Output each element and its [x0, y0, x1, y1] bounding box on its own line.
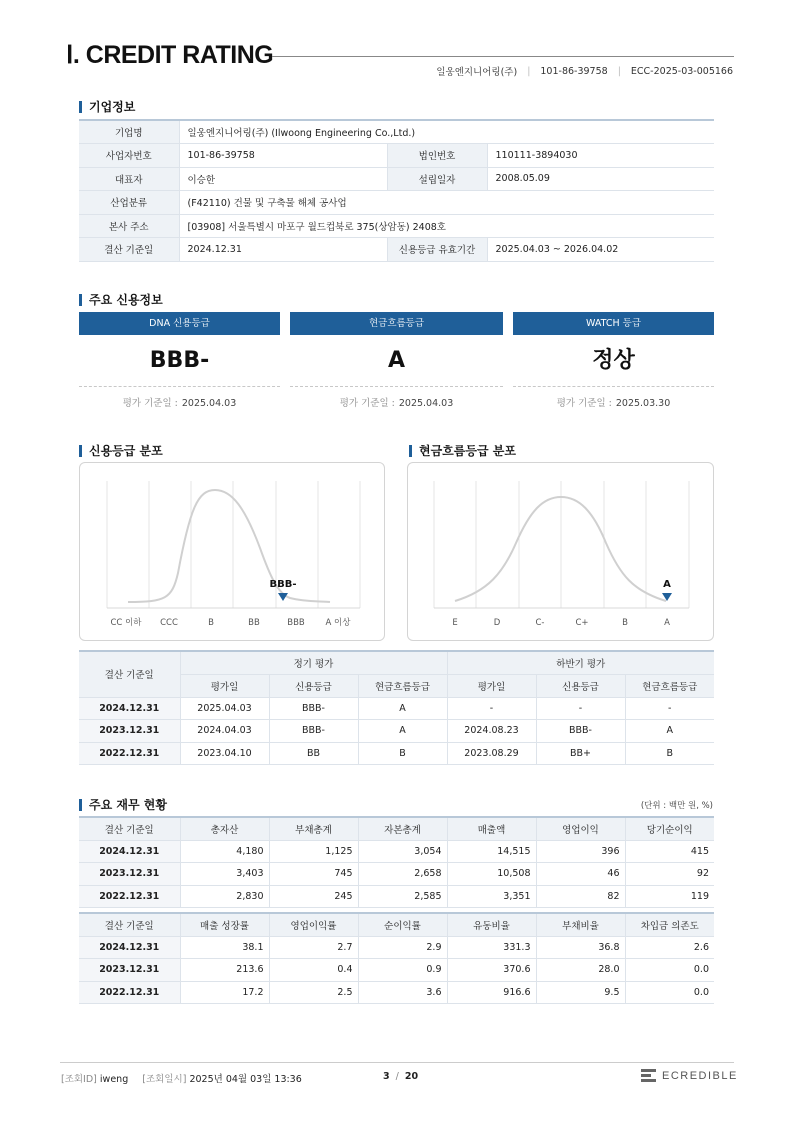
label-validity: 신용등급 유효기간 [387, 238, 487, 262]
value-fiscal-date: 2024.12.31 [179, 238, 387, 262]
cell-fiscal: 2023.12.31 [79, 863, 180, 886]
cell: 2.6 [625, 936, 714, 959]
cell: 46 [536, 863, 625, 886]
unit-note: (단위 : 백만 원, %) [640, 801, 713, 811]
ecredible-logo [641, 1069, 738, 1082]
footer-divider [60, 1062, 734, 1063]
cell: - [625, 697, 714, 720]
column-header: 결산 기준일 [79, 913, 180, 936]
cell: 2,585 [358, 885, 447, 908]
table-row [79, 959, 714, 982]
table-row [79, 697, 714, 720]
cell: 82 [536, 885, 625, 908]
header-meta [436, 64, 733, 78]
cell: 119 [625, 885, 714, 908]
cell: BBB- [536, 720, 625, 743]
card-value: 정상 [513, 335, 714, 387]
value-ceo: 이승한 [179, 167, 387, 191]
cell: A [358, 720, 447, 743]
value-biz-no: 101-86-39758 [179, 144, 387, 168]
cell: 2024.04.03 [180, 720, 269, 743]
section-title-cashflow-distribution [409, 442, 516, 459]
cell: 2.5 [269, 981, 358, 1004]
card-title: WATCH 등급 [513, 312, 714, 335]
cell: 0.9 [358, 959, 447, 982]
card-date-label: 평가 기준일 : [339, 398, 395, 409]
watch-rating-card [513, 312, 714, 412]
label-industry: 산업분류 [79, 191, 179, 215]
column-header: 매출 성장률 [180, 913, 269, 936]
label-fiscal-date: 결산 기준일 [79, 238, 179, 262]
page-current: 3 [383, 1071, 390, 1082]
header-separator: | [527, 65, 531, 77]
cell: BB [269, 742, 358, 765]
cell-fiscal: 2022.12.31 [79, 742, 180, 765]
cell-fiscal: 2024.12.31 [79, 697, 180, 720]
label-corp-no: 법인번호 [387, 144, 487, 168]
x-tick-label: C+ [575, 618, 589, 628]
footer-time-label: [조회일시] [142, 1074, 187, 1085]
value-industry: (F42110) 건물 및 구축물 해체 공사업 [179, 191, 714, 215]
cell: 745 [269, 863, 358, 886]
cell: 10,508 [447, 863, 536, 886]
marker-label: BBB- [269, 579, 297, 590]
cell: 38.1 [180, 936, 269, 959]
cell: BBB- [269, 720, 358, 743]
cell: 3.6 [358, 981, 447, 1004]
cell: 2023.08.29 [447, 742, 536, 765]
cell: BB+ [536, 742, 625, 765]
cell: 14,515 [447, 840, 536, 863]
x-tick-label: A 이상 [325, 618, 351, 628]
section-title-text: 신용등급 분포 [89, 444, 163, 458]
section-title-credit-distribution [79, 442, 163, 459]
value-address: [03908] 서울특별시 마포구 월드컵북로 375(상암동) 2408호 [179, 214, 714, 238]
cell: 28.0 [536, 959, 625, 982]
table-row [79, 840, 714, 863]
credit-distribution-svg [80, 463, 386, 642]
x-tick-label: CCC [160, 618, 178, 628]
column-header: 순이익률 [358, 913, 447, 936]
card-title: 현금흐름등급 [290, 312, 503, 335]
page-total: 20 [404, 1071, 419, 1082]
dna-rating-card [79, 312, 280, 412]
column-header: 부채비율 [536, 913, 625, 936]
title-divider [272, 56, 734, 57]
column-header: 차입금 의존도 [625, 913, 714, 936]
section-marker [79, 445, 82, 457]
financial-ratio-table [79, 912, 714, 1004]
cell: 213.6 [180, 959, 269, 982]
cell-fiscal: 2023.12.31 [79, 720, 180, 743]
header-biz-no: 101-86-39758 [540, 65, 608, 77]
ecredible-logo-icon [641, 1069, 656, 1082]
cell: A [358, 697, 447, 720]
footer-query-info [61, 1071, 302, 1085]
column-header: 유동비율 [447, 913, 536, 936]
header-fiscal-date: 결산 기준일 [79, 651, 180, 697]
header-eval-date: 평가일 [447, 674, 536, 697]
cashflow-distribution-chart [407, 462, 714, 641]
cell-fiscal: 2022.12.31 [79, 885, 180, 908]
table-header-row [79, 817, 714, 840]
header-half-eval: 하반기 평가 [447, 651, 714, 674]
table-row [79, 742, 714, 765]
cell: 4,180 [180, 840, 269, 863]
card-date-value: 2025.04.03 [181, 398, 237, 409]
label-biz-no: 사업자번호 [79, 144, 179, 168]
cashflow-rating-card [290, 312, 503, 412]
x-tick-label: A [664, 618, 670, 628]
cell: 0.4 [269, 959, 358, 982]
card-date [290, 395, 503, 409]
page-number [383, 1071, 418, 1082]
cell: - [536, 697, 625, 720]
header-company: 일웅엔지니어링(주) [436, 67, 518, 78]
cell: B [358, 742, 447, 765]
page-title: Ⅰ. CREDIT RATING [66, 41, 274, 69]
column-header: 결산 기준일 [79, 817, 180, 840]
cell-fiscal: 2024.12.31 [79, 840, 180, 863]
cell: 3,054 [358, 840, 447, 863]
cell: 0.0 [625, 981, 714, 1004]
cashflow-distribution-svg [408, 463, 715, 642]
x-tick-label: D [493, 618, 501, 628]
x-tick-label: B [622, 618, 628, 628]
table-row [79, 885, 714, 908]
x-tick-label: BBB [287, 618, 305, 628]
section-marker [79, 101, 82, 113]
footer-time-value: 2025년 04월 03일 13:36 [189, 1074, 302, 1085]
column-header: 당기순이익 [625, 817, 714, 840]
label-address: 본사 주소 [79, 214, 179, 238]
x-axis-labels [452, 618, 670, 628]
header-eval-date: 평가일 [180, 674, 269, 697]
card-date-label: 평가 기준일 : [122, 398, 178, 409]
x-tick-label: CC 이하 [110, 618, 142, 628]
column-header: 부채총계 [269, 817, 358, 840]
cell: 3,351 [447, 885, 536, 908]
table-header-row [79, 913, 714, 936]
x-axis-labels [111, 617, 352, 628]
table-row [79, 720, 714, 743]
cell: 0.0 [625, 959, 714, 982]
card-date-value: 2025.03.30 [615, 398, 671, 409]
header-credit-grade: 신용등급 [536, 674, 625, 697]
section-title-text: 주요 신용정보 [89, 293, 163, 307]
grid-lines [434, 481, 689, 608]
cell: 3,403 [180, 863, 269, 886]
section-marker [79, 799, 82, 811]
cell: 415 [625, 840, 714, 863]
card-date-value: 2025.04.03 [398, 398, 454, 409]
card-value: BBB- [79, 335, 280, 387]
cell: 916.6 [447, 981, 536, 1004]
cell: 2025.04.03 [180, 697, 269, 720]
footer-id-value: iweng [99, 1074, 129, 1085]
cell: 396 [536, 840, 625, 863]
x-tick-label: E [452, 618, 458, 628]
cell: 36.8 [536, 936, 625, 959]
marker-label: A [663, 579, 671, 590]
cell: 2,830 [180, 885, 269, 908]
card-title: DNA 신용등급 [79, 312, 280, 335]
financial-summary-table [79, 816, 714, 908]
section-marker [409, 445, 412, 457]
column-header: 총자산 [180, 817, 269, 840]
cell-fiscal: 2022.12.31 [79, 981, 180, 1004]
cell-fiscal: 2023.12.31 [79, 959, 180, 982]
section-title-text: 현금흐름등급 분포 [419, 444, 516, 458]
header-regular-eval: 정기 평가 [180, 651, 447, 674]
column-header: 자본총계 [358, 817, 447, 840]
label-company-name: 기업명 [79, 120, 179, 144]
card-date [79, 395, 280, 409]
label-ceo: 대표자 [79, 167, 179, 191]
cell: 1,125 [269, 840, 358, 863]
footer-id-label: [조회ID] [61, 1074, 97, 1085]
card-date-label: 평가 기준일 : [556, 398, 612, 409]
distribution-curve [128, 490, 330, 602]
cell: BBB- [269, 697, 358, 720]
header-doc-no: ECC-2025-03-005166 [630, 65, 733, 77]
cell: A [625, 720, 714, 743]
x-tick-label: B [208, 618, 214, 628]
section-title-credit-summary [79, 291, 163, 308]
section-title-text: 기업정보 [89, 100, 136, 114]
cell: 2024.08.23 [447, 720, 536, 743]
header-cashflow-grade: 현금흐름등급 [358, 674, 447, 697]
section-title-financials [79, 796, 167, 813]
card-date [513, 395, 714, 409]
cell: 2023.04.10 [180, 742, 269, 765]
company-info-table [79, 119, 714, 262]
header-cashflow-grade: 현금흐름등급 [625, 674, 714, 697]
header-credit-grade: 신용등급 [269, 674, 358, 697]
cell: 9.5 [536, 981, 625, 1004]
table-row [79, 936, 714, 959]
cell: 92 [625, 863, 714, 886]
x-tick-label: C- [535, 618, 545, 628]
table-row [79, 981, 714, 1004]
section-title-text: 주요 재무 현황 [89, 798, 167, 812]
credit-distribution-chart [79, 462, 385, 641]
cell: - [447, 697, 536, 720]
section-marker [79, 294, 82, 306]
table-row [79, 863, 714, 886]
column-header: 매출액 [447, 817, 536, 840]
cell: 2,658 [358, 863, 447, 886]
column-header: 영업이익률 [269, 913, 358, 936]
card-value: A [290, 335, 503, 387]
cell: 370.6 [447, 959, 536, 982]
rating-history-table [79, 650, 714, 765]
cell: 331.3 [447, 936, 536, 959]
column-header: 영업이익 [536, 817, 625, 840]
header-separator: | [617, 65, 621, 77]
page-separator: / [395, 1071, 399, 1082]
cell: 2.7 [269, 936, 358, 959]
cell: 2.9 [358, 936, 447, 959]
label-founded: 설립일자 [387, 167, 487, 191]
value-founded: 2008.05.09 [487, 167, 714, 191]
value-validity: 2025.04.03 ~ 2026.04.02 [487, 238, 714, 262]
value-company-name: 일웅엔지니어링(주) (Ilwoong Engineering Co.,Ltd.) [179, 120, 714, 144]
cell: 245 [269, 885, 358, 908]
cell: B [625, 742, 714, 765]
section-title-company-info [79, 98, 135, 115]
grid-lines [107, 481, 360, 608]
cell-fiscal: 2024.12.31 [79, 936, 180, 959]
logo-text: ECREDIBLE [662, 1069, 738, 1082]
value-corp-no: 110111-3894030 [487, 144, 714, 168]
x-tick-label: BB [248, 618, 260, 628]
cell: 17.2 [180, 981, 269, 1004]
